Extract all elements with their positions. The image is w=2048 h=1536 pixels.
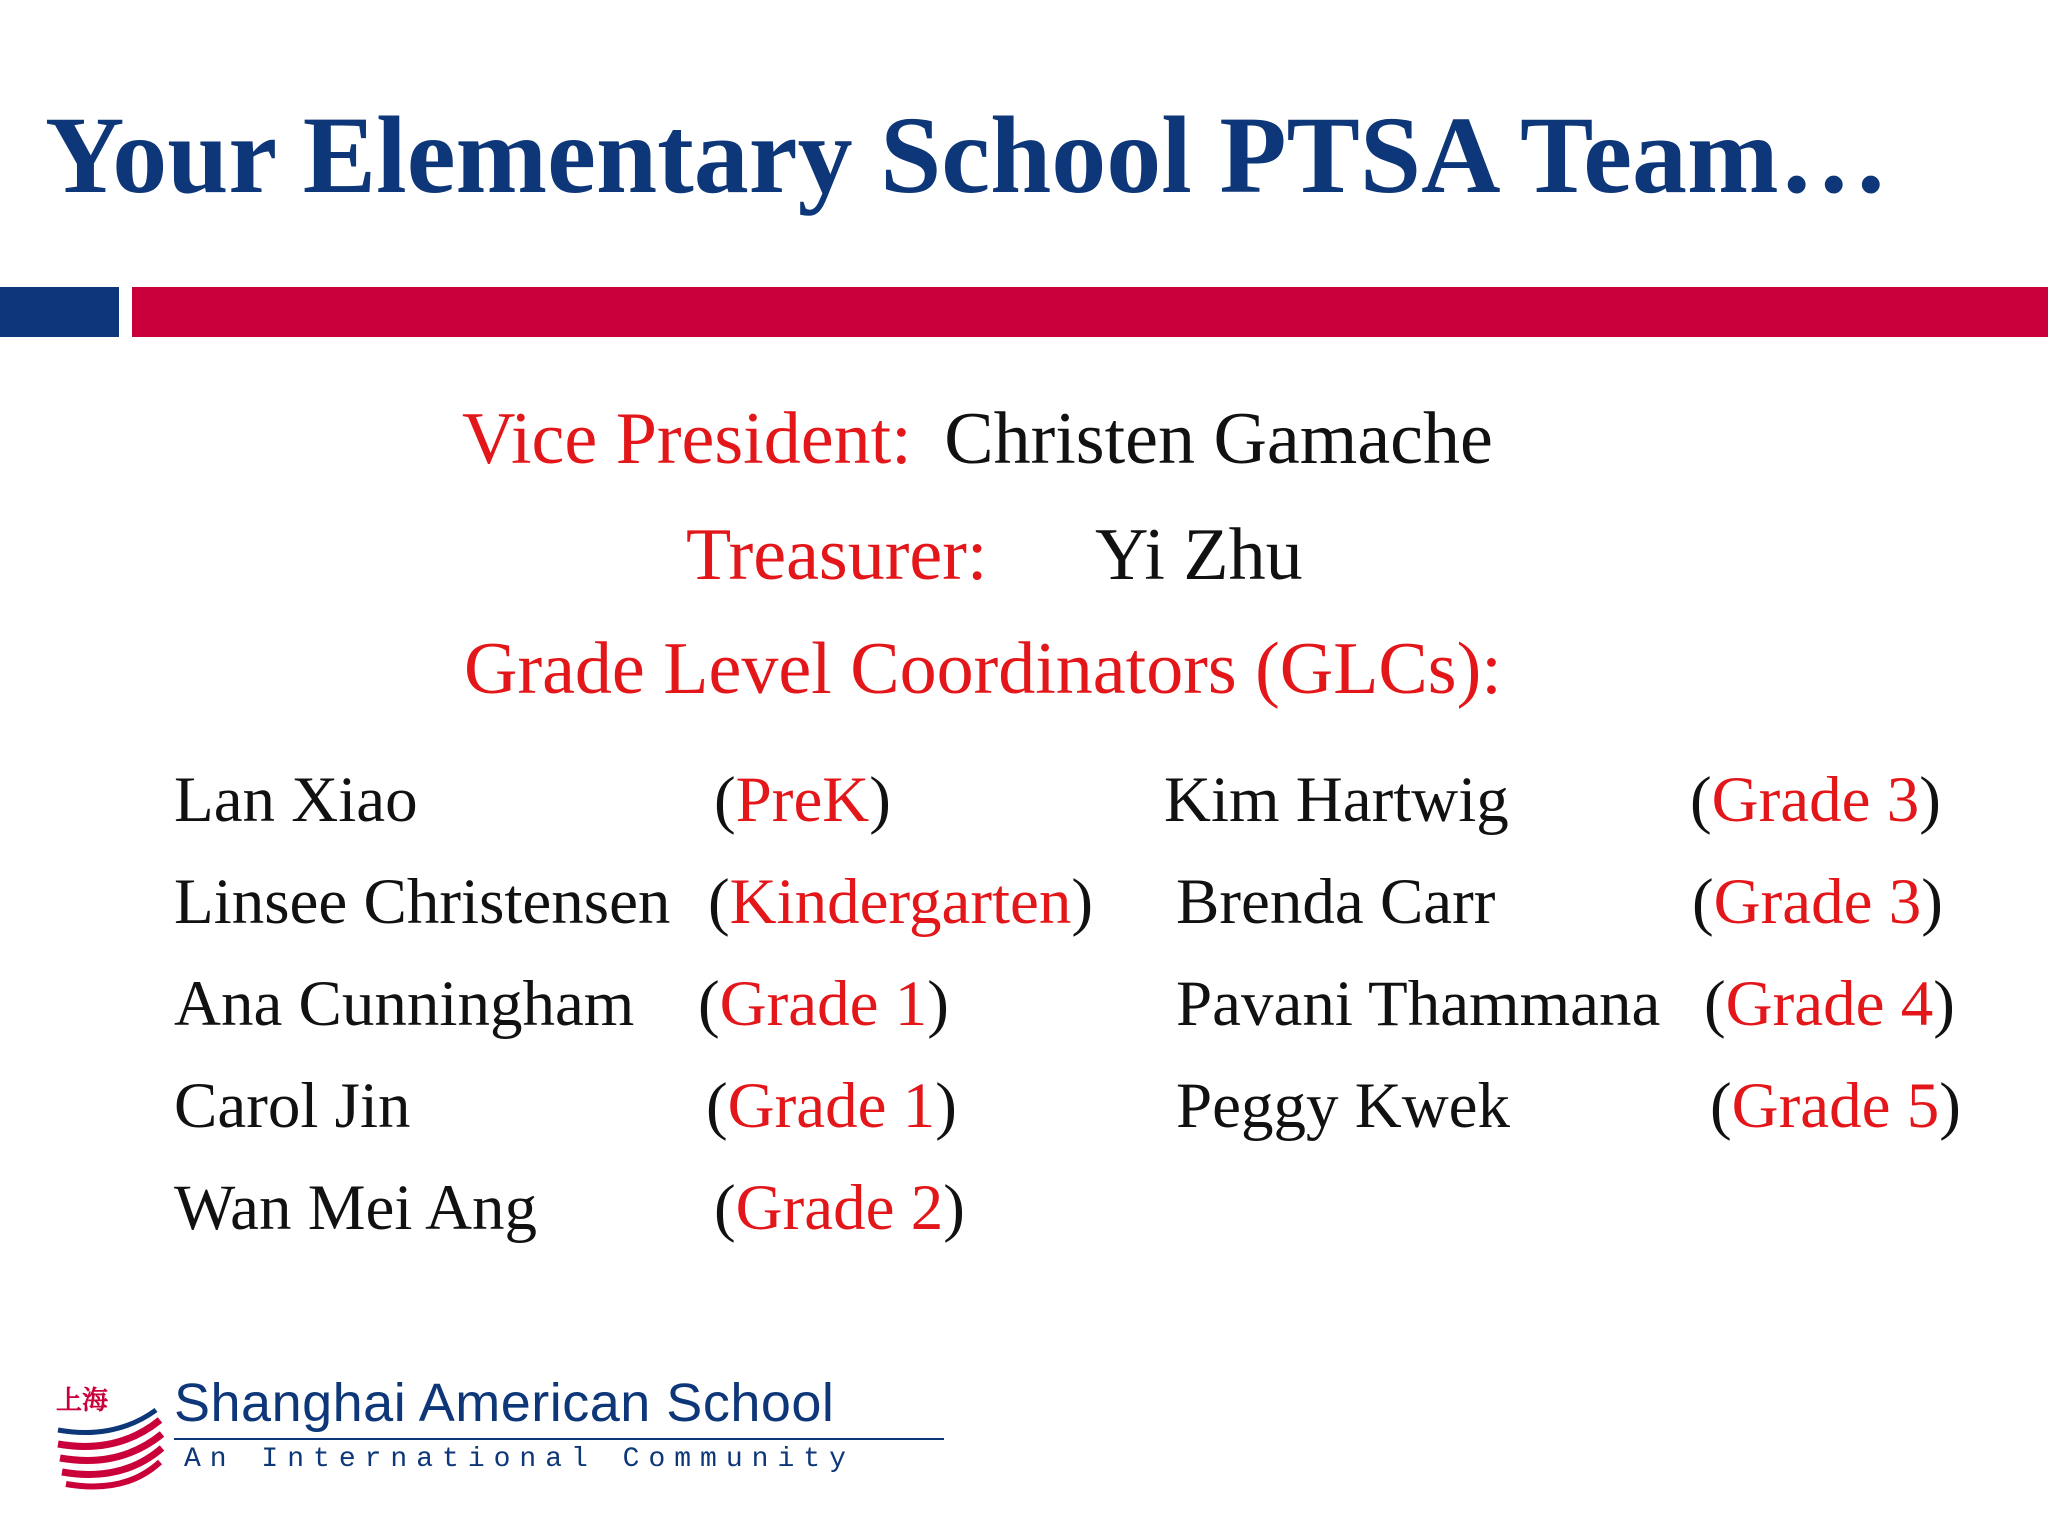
glc-grade: (Grade 4) — [1704, 968, 1955, 1040]
logo-chinese-text: 上海 — [56, 1386, 109, 1416]
glc-grade: (Grade 1) — [706, 1070, 957, 1142]
treasurer-name-line — [1095, 514, 1303, 596]
glc-name: Linsee Christensen — [174, 866, 671, 938]
glc-grade: (PreK) — [714, 764, 891, 836]
glc-grade: (Grade 3) — [1690, 764, 1941, 836]
glc-name: Kim Hartwig — [1164, 764, 1509, 836]
glc-name: Carol Jin — [174, 1070, 411, 1142]
glc-name: Ana Cunningham — [174, 968, 635, 1040]
slide-title: Your Elementary School PTSA Team… — [45, 94, 1889, 216]
treasurer-label: Treasurer: — [686, 514, 988, 596]
glc-name: Brenda Carr — [1176, 866, 1496, 938]
title-divider-blue — [0, 287, 119, 337]
glc-name: Wan Mei Ang — [174, 1172, 538, 1244]
glc-grade: (Grade 1) — [698, 968, 949, 1040]
treasurer-name: Yi Zhu — [1095, 514, 1303, 596]
glc-name: Pavani Thammana — [1176, 968, 1661, 1040]
glc-grade: (Grade 5) — [1710, 1070, 1961, 1142]
glc-heading: Grade Level Coordinators (GLCs): — [464, 628, 1502, 710]
glc-grade: (Grade 3) — [1692, 866, 1943, 938]
glc-name: Lan Xiao — [174, 764, 418, 836]
vice-president-line — [462, 398, 1493, 480]
glc-grade: (Kindergarten) — [708, 866, 1094, 938]
title-divider-red — [132, 287, 2048, 337]
logo-tagline: An International Community — [184, 1444, 855, 1475]
vice-president-label: Vice President: — [462, 398, 912, 480]
school-logo — [56, 1373, 896, 1490]
treasurer-line — [686, 514, 988, 596]
glc-name: Peggy Kwek — [1176, 1070, 1510, 1142]
glc-grade: (Grade 2) — [714, 1172, 965, 1244]
logo-divider — [174, 1438, 944, 1440]
flag-swoosh-icon — [56, 1406, 168, 1490]
vice-president-name: Christen Gamache — [944, 398, 1493, 480]
logo-school-name: Shanghai American School — [174, 1373, 835, 1433]
